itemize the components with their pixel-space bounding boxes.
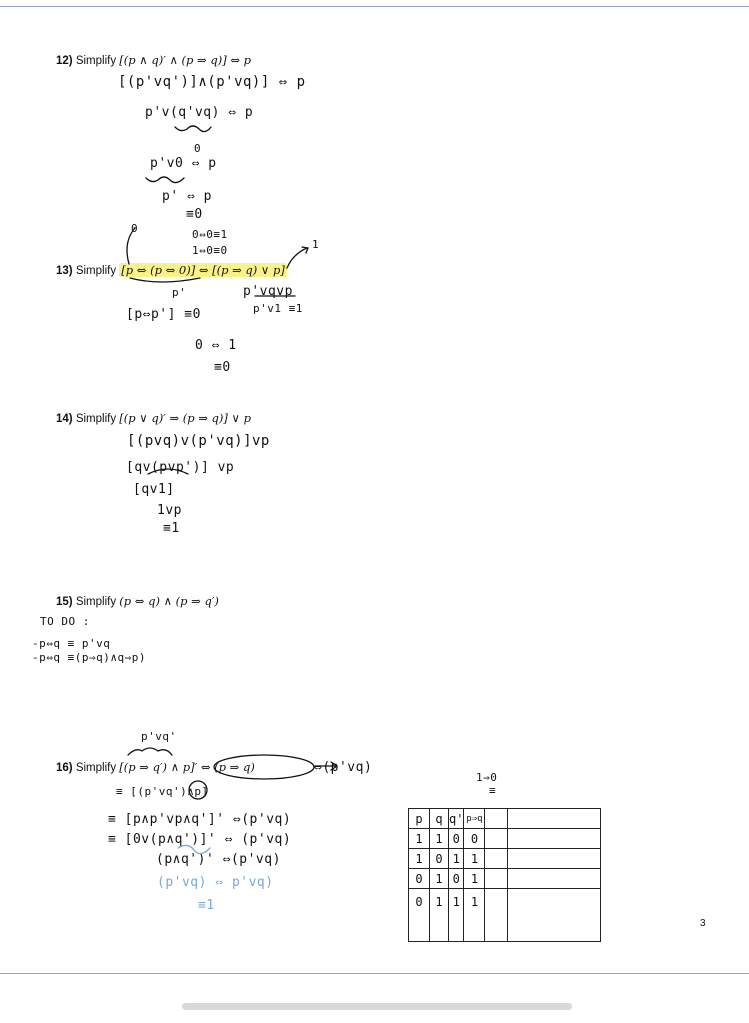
table-row xyxy=(409,829,601,849)
work-16-line-5: (p'vq) ⇔ p'vq) xyxy=(157,875,274,890)
problem-12 xyxy=(56,53,251,67)
problem-14 xyxy=(56,411,251,425)
work-12-line-3: p'v0 ⇔ p xyxy=(150,156,217,171)
horizontal-scrollbar[interactable] xyxy=(182,1003,572,1010)
page-number: 3 xyxy=(700,918,706,929)
problem-label: Simplify xyxy=(75,413,117,425)
table-cell: 1 xyxy=(409,849,430,869)
overbrace-16 xyxy=(128,748,172,755)
work-16-arrow-result: ⇔(p'vq) xyxy=(314,760,373,775)
work-14-line-3: [qv1] xyxy=(133,482,175,497)
problem-label: Simplify xyxy=(75,762,117,774)
problem-expression: [p ⇔ (p ⇔ 0)] ⇔ [(p ⇒ q) ∨ p] xyxy=(121,263,285,277)
table-cell: 0 xyxy=(464,829,485,849)
table-cell xyxy=(485,809,508,829)
table-cell: 1 xyxy=(430,889,449,942)
table-cell: 0 xyxy=(449,829,464,849)
work-14-line-4: 1vp xyxy=(157,503,182,518)
table-cell: 1 xyxy=(464,889,485,942)
table-cell: 1 xyxy=(409,829,430,849)
work-15-todo: TO DO : xyxy=(40,615,90,628)
table-cell xyxy=(508,809,601,829)
bottom-divider xyxy=(0,973,749,974)
table-cell xyxy=(508,849,601,869)
work-16-side-1: 1⇒0 xyxy=(476,771,498,784)
table-cell xyxy=(485,889,508,942)
table-cell: 0 xyxy=(449,869,464,889)
work-13-line-4: 0 ⇔ 1 xyxy=(195,338,237,353)
top-divider xyxy=(0,6,749,7)
truth-table xyxy=(408,808,601,942)
table-row xyxy=(409,809,601,829)
work-15-line-1: -p⇔q ≡ p'vq xyxy=(32,637,111,650)
work-13-pprime: p' xyxy=(172,286,187,299)
table-cell xyxy=(485,869,508,889)
underbrace-12b xyxy=(146,177,184,183)
work-16-line-2: ≡ [p∧p'vp∧q']' ⇔(p'vq) xyxy=(108,812,292,827)
work-12-circle-zero: 0 xyxy=(131,222,139,235)
work-14-line-2: [qv(pvp')] vp xyxy=(126,460,235,475)
work-16-top: p'vq' xyxy=(141,730,177,743)
underbrace-12a xyxy=(175,126,211,132)
problem-label: Simplify xyxy=(75,596,117,608)
table-cell: 1 xyxy=(430,869,449,889)
problem-13 xyxy=(56,263,287,277)
problem-expression: (p ⇔ q) ∧ (p ⇒ q′) xyxy=(119,594,219,608)
table-row xyxy=(409,849,601,869)
problem-expression: [(p ∨ q)′ ⇒ (p ⇒ q)] ∨ p xyxy=(119,411,251,425)
arrow-13-right xyxy=(287,247,308,268)
work-16-line-4: (p∧q')' ⇔(p'vq) xyxy=(156,852,281,867)
problem-15 xyxy=(56,594,219,608)
problem-number: 14) xyxy=(56,413,73,425)
problem-number: 12) xyxy=(56,55,73,67)
work-12-line-2: p'v(q'vq) ⇔ p xyxy=(145,105,254,120)
problem-number: 16) xyxy=(56,762,73,774)
work-13-line-1: p'vqvp xyxy=(243,284,293,299)
problem-expression: [(p ⇒ q′) ∧ p]′ ⇔ (p ⇒ q) xyxy=(119,760,255,774)
table-cell xyxy=(485,849,508,869)
work-13-line-2: p'v1 ≡1 xyxy=(253,302,303,315)
work-16-line-1: ≡ [(p'vq')∧p] xyxy=(116,785,209,798)
work-12-line-1: [(p'vq')]∧(p'vq)] ⇔ p xyxy=(118,74,306,90)
table-row xyxy=(409,869,601,889)
table-cell: 1 xyxy=(449,889,464,942)
work-16-line-3: ≡ [0v(p∧q')]' ⇔ (p'vq) xyxy=(108,832,292,847)
table-cell xyxy=(508,829,601,849)
table-cell: 1 xyxy=(464,849,485,869)
work-13-one-marker: 1 xyxy=(312,238,320,251)
work-14-line-1: [(pvq)v(p'vq)]vp xyxy=(127,433,270,449)
work-13-line-3: [p⇔p'] ≡0 xyxy=(126,307,201,322)
work-12-line-4: p' ⇔ p xyxy=(162,189,212,204)
table-cell: p⇒q xyxy=(464,809,485,829)
table-cell: 1 xyxy=(430,829,449,849)
work-12-line-5: ≡0 xyxy=(186,207,203,222)
table-cell: 0 xyxy=(430,849,449,869)
problem-number: 15) xyxy=(56,596,73,608)
work-13-line-5: ≡0 xyxy=(214,360,231,375)
work-14-line-5: ≡1 xyxy=(163,521,180,536)
work-12-zero: 0 xyxy=(194,142,202,155)
work-12-line-7: 1⇔0≡0 xyxy=(192,244,228,257)
table-cell: 0 xyxy=(409,889,430,942)
table-cell xyxy=(508,889,601,942)
work-16-side-2: ≡ xyxy=(489,784,497,797)
work-15-line-2: -p⇔q ≡(p⇒q)∧q⇒p) xyxy=(32,651,146,664)
table-cell: q' xyxy=(449,809,464,829)
problem-number: 13) xyxy=(56,265,73,277)
table-cell: 1 xyxy=(464,869,485,889)
table-cell xyxy=(508,869,601,889)
problem-16 xyxy=(56,760,255,774)
work-16-line-6: ≡1 xyxy=(198,898,215,913)
work-12-line-6: 0⇔0≡1 xyxy=(192,228,228,241)
problem-expression: [(p ∧ q)′ ∧ (p ⇒ q)] ⇔ p xyxy=(119,53,251,67)
table-cell: q xyxy=(430,809,449,829)
table-row xyxy=(409,889,601,942)
table-cell: 1 xyxy=(449,849,464,869)
problem-label: Simplify xyxy=(75,265,117,277)
table-cell: 0 xyxy=(409,869,430,889)
table-cell: p xyxy=(409,809,430,829)
table-cell xyxy=(485,829,508,849)
problem-label: Simplify xyxy=(75,55,117,67)
underbrace-13 xyxy=(130,278,200,282)
